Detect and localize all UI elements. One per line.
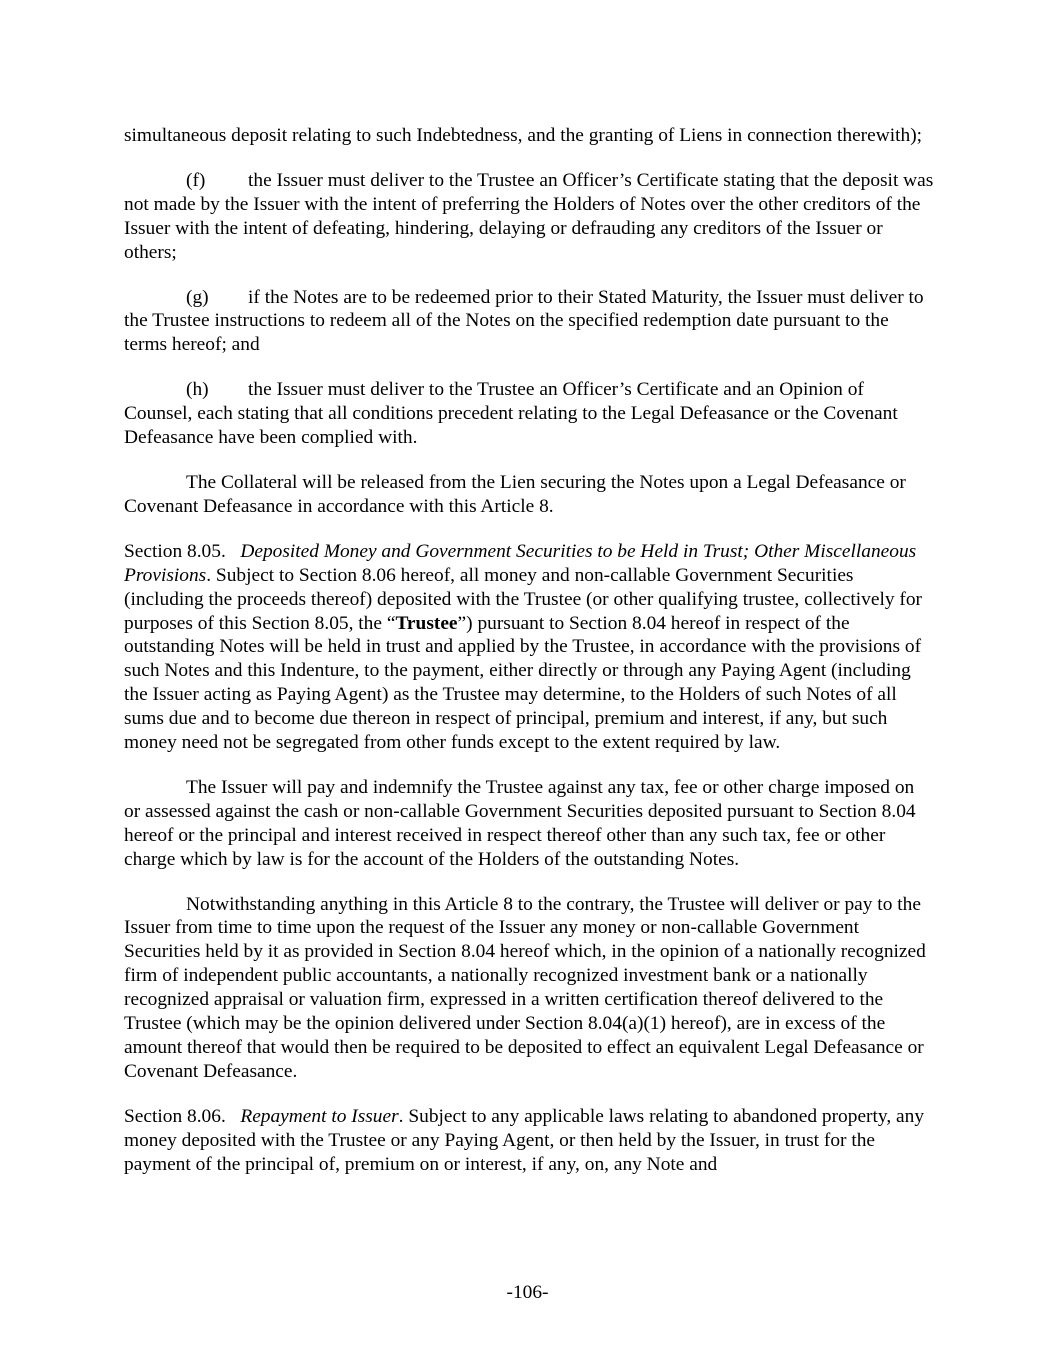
paragraph-notwithstanding: Notwithstanding anything in this Article 8 to the contrary, the Trustee will deliver or pay to the Issuer from time to time upon the request of the Issuer any money or non-callable Government Securities held by it as provided in Section 8.04 hereof which, in the opinion of a nationally recognized firm of independent public accountants, a nationally recognized investment bank or a nationally recognized appraisal or valuation firm, expressed in a written certification thereof delivered to the Trustee (which may be the opinion delivered under Section 8.04(a)(1) hereof), are in excess of the amount thereof that would then be required to be deposited to effect an equivalent Legal Defeasance or Covenant Defeasance. (124, 893, 926, 1082)
document-page (124, 124, 934, 1198)
section-8-05-text-a: . Subject to Section 8.06 hereof, all money and non-callable Government Securities (including the proceeds thereof) deposited with the Trustee (or other qualifying trustee, collectively for purposes of this Section 8.05, the “ (124, 564, 923, 634)
section-8-06-text: . Subject to any applicable laws relating to abandoned property, any money deposited with the Trustee or any Paying Agent, or then held by the Issuer, in trust for the payment of the principal of, premium on or interest, if any, on, any Note and (124, 1105, 925, 1175)
section-8-05-text-b: ”) pursuant to Section 8.04 hereof in respect of the outstanding Notes will be held in trust and applied by the Trustee, in accordance with the provisions of such Notes and this Indenture, to the payment, either directly or through any Paying Agent (including the Issuer acting as Paying Agent) as the Trustee may determine, to the Holders of such Notes of all sums due and to become due thereon in respect of principal, premium and interest, if any, but such money need not be segregated from other funds except to the extent required by law. (124, 612, 922, 754)
paragraph-indemnify: The Issuer will pay and indemnify the Trustee against any tax, fee or other charge imposed on or assessed against the cash or non-callable Government Securities deposited pursuant to Section 8.04 hereof or the principal and interest received in respect thereof other than any such tax, fee or other charge which by law is for the account of the Holders of the outstanding Notes. (124, 776, 916, 870)
section-8-05-title: Deposited Money and Government Securities to be Held in Trust; Other Miscellaneous Provisions (124, 540, 917, 586)
clause-f-text: the Issuer must deliver to the Trustee an Officer’s Certificate stating that the deposit was not made by the Issuer with the intent of preferring the Holders of Notes over the other creditors of the Issuer with the intent of defeating, hindering, delaying or defrauding any creditors of the Issuer or others; (124, 169, 934, 263)
clause-g-label: (g) (186, 286, 209, 308)
clause-g-text: if the Notes are to be redeemed prior to their Stated Maturity, the Issuer must deliver to the Trustee instructions to redeem all of the Notes on the specified redemption date pursuant to the terms hereof; and (124, 286, 924, 356)
paragraph-collateral: The Collateral will be released from the Lien securing the Notes upon a Legal Defeasance or Covenant Defeasance in accordance with this Article 8. (124, 471, 906, 517)
clause-h-text: the Issuer must deliver to the Trustee an Officer’s Certificate and an Opinion of Counsel, each stating that all conditions precedent relating to the Legal Defeasance or the Covenant Defeasance have been complied with. (124, 379, 898, 449)
clause-f-label: (f) (186, 169, 206, 191)
clause-g (124, 286, 934, 358)
section-8-05 (124, 540, 934, 755)
clause-f (124, 169, 934, 265)
paragraph-continuation: simultaneous deposit relating to such Indebtedness, and the granting of Liens in connection therewith); (124, 125, 923, 146)
section-8-06-number: Section 8.06. (124, 1105, 226, 1127)
clause-h-label: (h) (186, 379, 209, 401)
clause-h (124, 378, 934, 450)
section-8-06-title: Repayment to Issuer (240, 1105, 399, 1127)
page-number: -106- (506, 1282, 549, 1303)
section-8-06 (124, 1105, 934, 1177)
section-8-05-defined-term: Trustee (395, 612, 458, 634)
section-8-05-number: Section 8.05. (124, 540, 226, 562)
